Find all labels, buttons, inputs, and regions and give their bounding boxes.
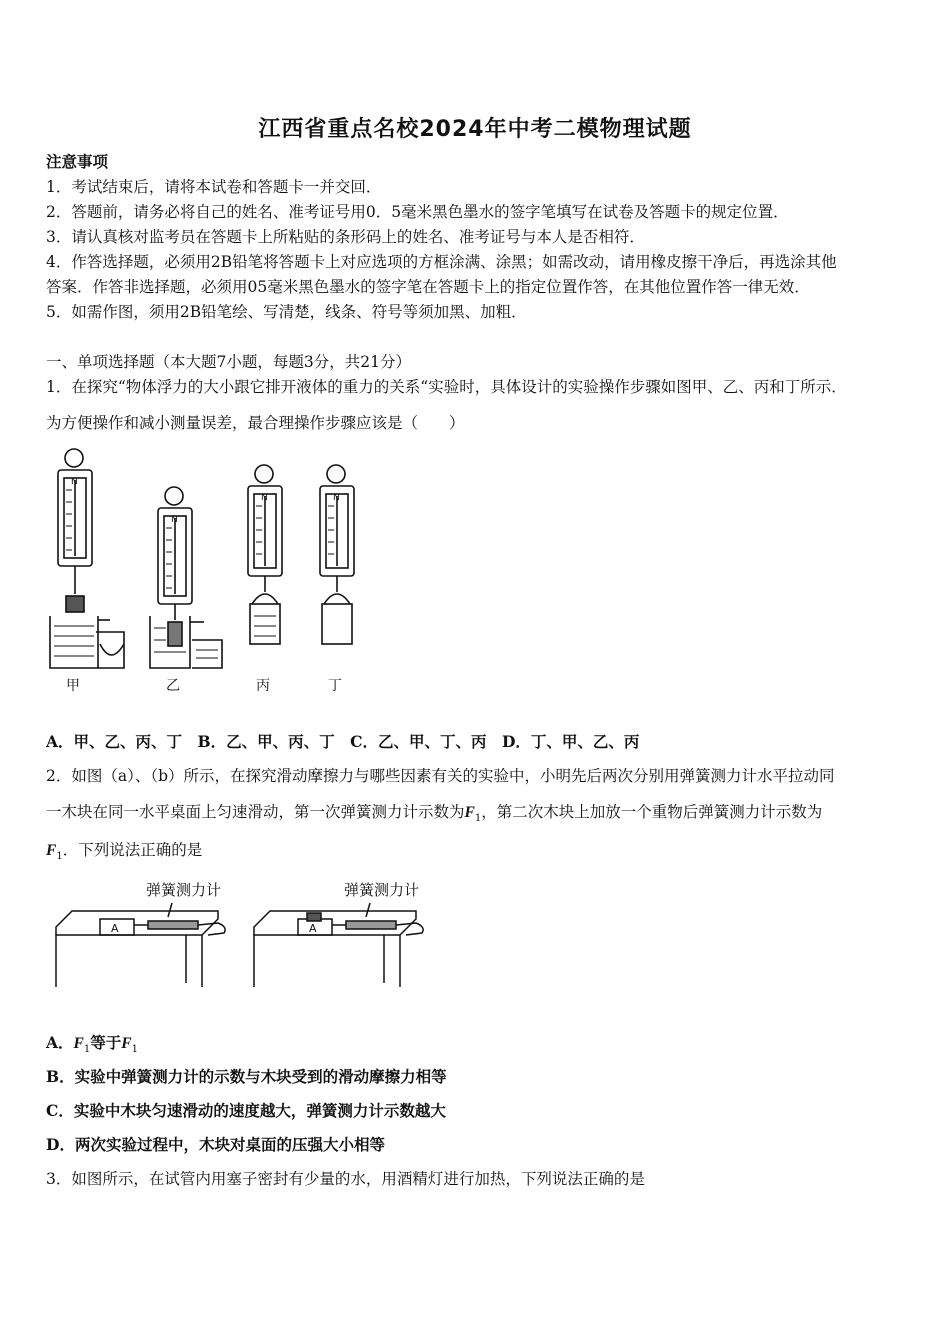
scale-mark-label: N xyxy=(261,493,268,503)
notice-item: 5．如需作图，须用2B铅笔绘、写清楚，线条、符号等须加黑、加粗． xyxy=(46,303,527,321)
section-heading: 一、单项选择题（本大题7小题，每题3分，共21分） xyxy=(46,353,411,371)
q1-figure xyxy=(44,444,364,696)
block-label: A xyxy=(111,922,119,935)
spring-scale-label: 弹簧测力计 xyxy=(344,881,420,899)
scale-mark-label: N xyxy=(71,477,78,487)
question-1-text: 为方便操作和减小测量误差，最合理操作步骤应该是（ ） xyxy=(46,414,465,432)
question-2-option-a: A．$F_1$等于$F_1$ xyxy=(46,1033,138,1056)
block-label: A xyxy=(309,922,317,935)
page-title: 江西省重点名校2024年中考二模物理试题 xyxy=(258,117,692,142)
question-1-options: A．甲、乙、丙、丁 B．乙、甲、丙、丁 C．乙、甲、丁、丙 D．丁、甲、乙、丙 xyxy=(46,732,640,751)
question-2-text: 一木块在同一水平桌面上匀速滑动，第一次弹簧测力计示数为$F_1$，第二次木块上加放一个重物后弹簧测力计示数为 xyxy=(46,803,823,825)
fig-label-jia: 甲 xyxy=(66,678,80,694)
question-2-option-d: D．两次实验过程中，木块对桌面的压强大小相等 xyxy=(46,1135,385,1154)
question-2-text: 2．如图（a）、（b）所示，在探究滑动摩擦力与哪些因素有关的实验中，小明先后两次分别用弹簧测力计水平拉动同 xyxy=(46,767,835,785)
notice-heading: 注意事项 xyxy=(46,152,109,171)
question-1-text: 1．在探究“物体浮力的大小跟它排开液体的重力的关系“实验时，具体设计的实验操作步骤如图甲、乙、丙和丁所示． xyxy=(46,378,847,396)
spring-scale-label: 弹簧测力计 xyxy=(146,881,222,899)
fig-label-yi: 乙 xyxy=(166,678,180,694)
notice-item: 答案．作答非选择题，必须用05毫米黑色墨水的签字笔在答题卡上的指定位置作答，在其他位置作答一律无效． xyxy=(46,278,810,296)
notice-item: 1．考试结束后，请将本试卷和答题卡一并交回． xyxy=(46,178,382,196)
scale-mark-label: N xyxy=(171,515,178,525)
question-2-text: $F_1$．下列说法正确的是 xyxy=(46,841,203,863)
question-2-option-c: C．实验中木块匀速滑动的速度越大，弹簧测力计示数越大 xyxy=(46,1101,446,1120)
fig-label-bing: 丙 xyxy=(256,678,270,694)
notice-item: 4．作答选择题，必须用2B铅笔将答题卡上对应选项的方框涂满、涂黑；如需改动，请用橡皮擦干净后，再选涂其他 xyxy=(46,253,837,271)
fig-label-ding: 丁 xyxy=(328,678,342,694)
q2-figure xyxy=(48,875,458,990)
scale-mark-label: N xyxy=(333,493,340,503)
notice-item: 3．请认真核对监考员在答题卡上所粘贴的条形码上的姓名、准考证号与本人是否相符． xyxy=(46,228,645,246)
question-3-text: 3．如图所示，在试管内用塞子密封有少量的水，用酒精灯进行加热，下列说法正确的是 xyxy=(46,1170,645,1188)
notice-item: 2．答题前，请务必将自己的姓名、准考证号用0．5毫米黑色墨水的签字笔填写在试卷及答题卡的规定位置． xyxy=(46,203,789,221)
question-2-option-b: B．实验中弹簧测力计的示数与木块受到的滑动摩擦力相等 xyxy=(46,1067,447,1086)
